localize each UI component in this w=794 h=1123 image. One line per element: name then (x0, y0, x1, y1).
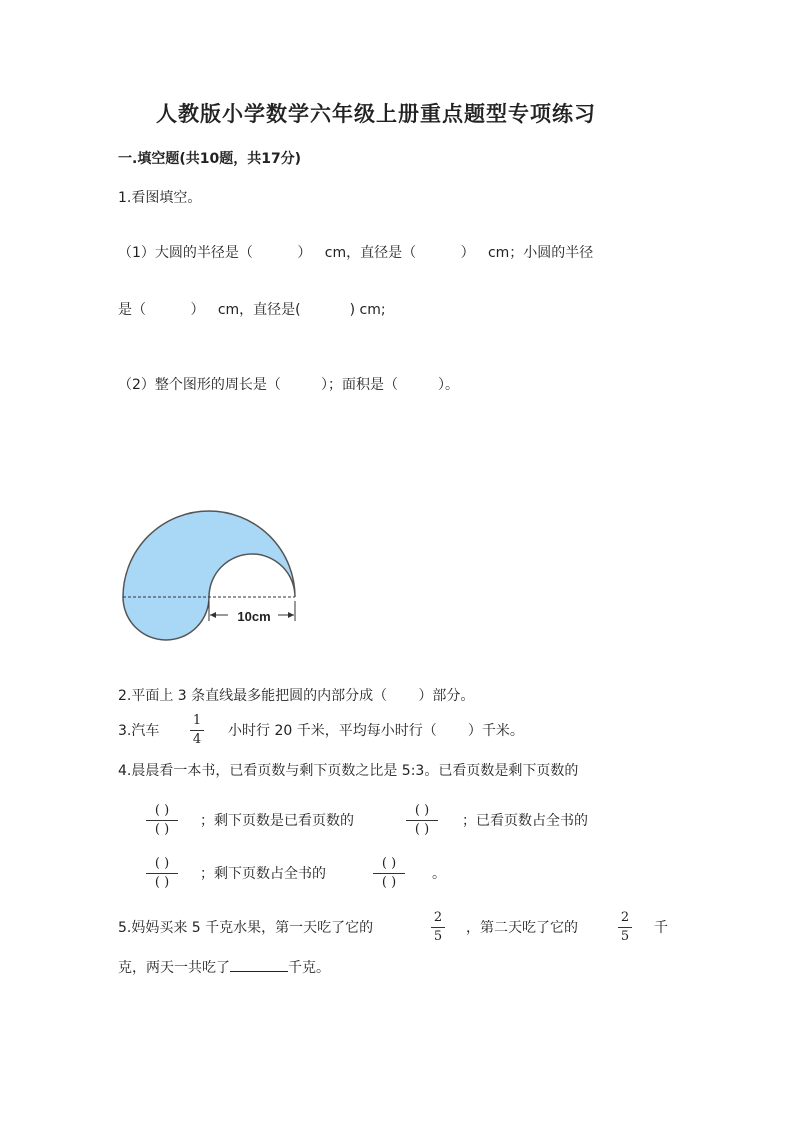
arrowhead-right (288, 612, 294, 618)
q3-prefix: 3.汽车 (118, 723, 160, 739)
page-title: 人教版小学数学六年级上册重点题型专项练习 (156, 101, 596, 126)
q5-line2-suffix: 千克。 (288, 960, 330, 976)
q4-blank-fraction-3[interactable] (146, 856, 178, 891)
q5-frac1-den: 5 (433, 929, 443, 944)
q4-intro: 4.晨晨看一本书，已看页数与剩下页数之比是 5:3。已看页数是剩下页数的 (118, 763, 579, 779)
q5-mid: ，第二天吃了它的 (466, 920, 578, 936)
section-heading: 一.填空题(共10题，共17分) (118, 151, 302, 167)
q1-part1-line2: 是（ ） cm，直径是( ) cm; (118, 302, 386, 318)
q1-part1-line1: （1）大圆的半径是（ ） cm，直径是（ ） cm；小圆的半径 (118, 245, 594, 261)
q1-title: 1.看图填空。 (118, 190, 202, 206)
q4-text-1: ；剩下页数是已看页数的 (200, 813, 354, 829)
q4-blank-fraction-4[interactable] (373, 856, 405, 891)
q4-text-3: ；剩下页数占全书的 (200, 866, 326, 882)
blank-denominator: ( ) (381, 875, 397, 890)
q5-frac1-num: 2 (433, 910, 443, 925)
q5-prefix: 5.妈妈买来 5 千克水果，第一天吃了它的 (118, 920, 374, 936)
circle-figure (118, 505, 308, 650)
q5-unit: 千 (654, 920, 668, 936)
blank-numerator: ( ) (154, 803, 170, 818)
q5-fraction-1 (431, 910, 445, 945)
q2-text: 2.平面上 3 条直线最多能把圆的内部分成（ ）部分。 (118, 688, 475, 704)
dimension-label: 10cm (237, 609, 271, 624)
q5-frac2-num: 2 (620, 910, 630, 925)
q3-fraction (190, 713, 204, 748)
q4-text-2: ；已看页数占全书的 (462, 813, 588, 829)
q5-fraction-2 (618, 910, 632, 945)
arrowhead-left (210, 612, 216, 618)
blank-numerator: ( ) (414, 803, 430, 818)
q3-frac-den: 4 (192, 732, 202, 747)
blank-denominator: ( ) (154, 822, 170, 837)
q5-frac2-den: 5 (620, 929, 630, 944)
q4-blank-fraction-2[interactable] (406, 803, 438, 838)
blank-denominator: ( ) (414, 822, 430, 837)
blank-denominator: ( ) (154, 875, 170, 890)
q1-part2: （2）整个图形的周长是（ ）；面积是（ ）。 (118, 377, 460, 393)
q5-line2 (118, 957, 330, 977)
blank-numerator: ( ) (154, 856, 170, 871)
q3-frac-num: 1 (192, 713, 202, 728)
q4-blank-fraction-1[interactable] (146, 803, 178, 838)
q5-line2-prefix: 克，两天一共吃了 (118, 960, 230, 976)
q4-text-4: 。 (432, 866, 446, 882)
q5-answer-blank[interactable] (230, 957, 288, 972)
q3-suffix: 小时行 20 千米，平均每小时行（ ）千米。 (228, 723, 524, 739)
blank-numerator: ( ) (381, 856, 397, 871)
